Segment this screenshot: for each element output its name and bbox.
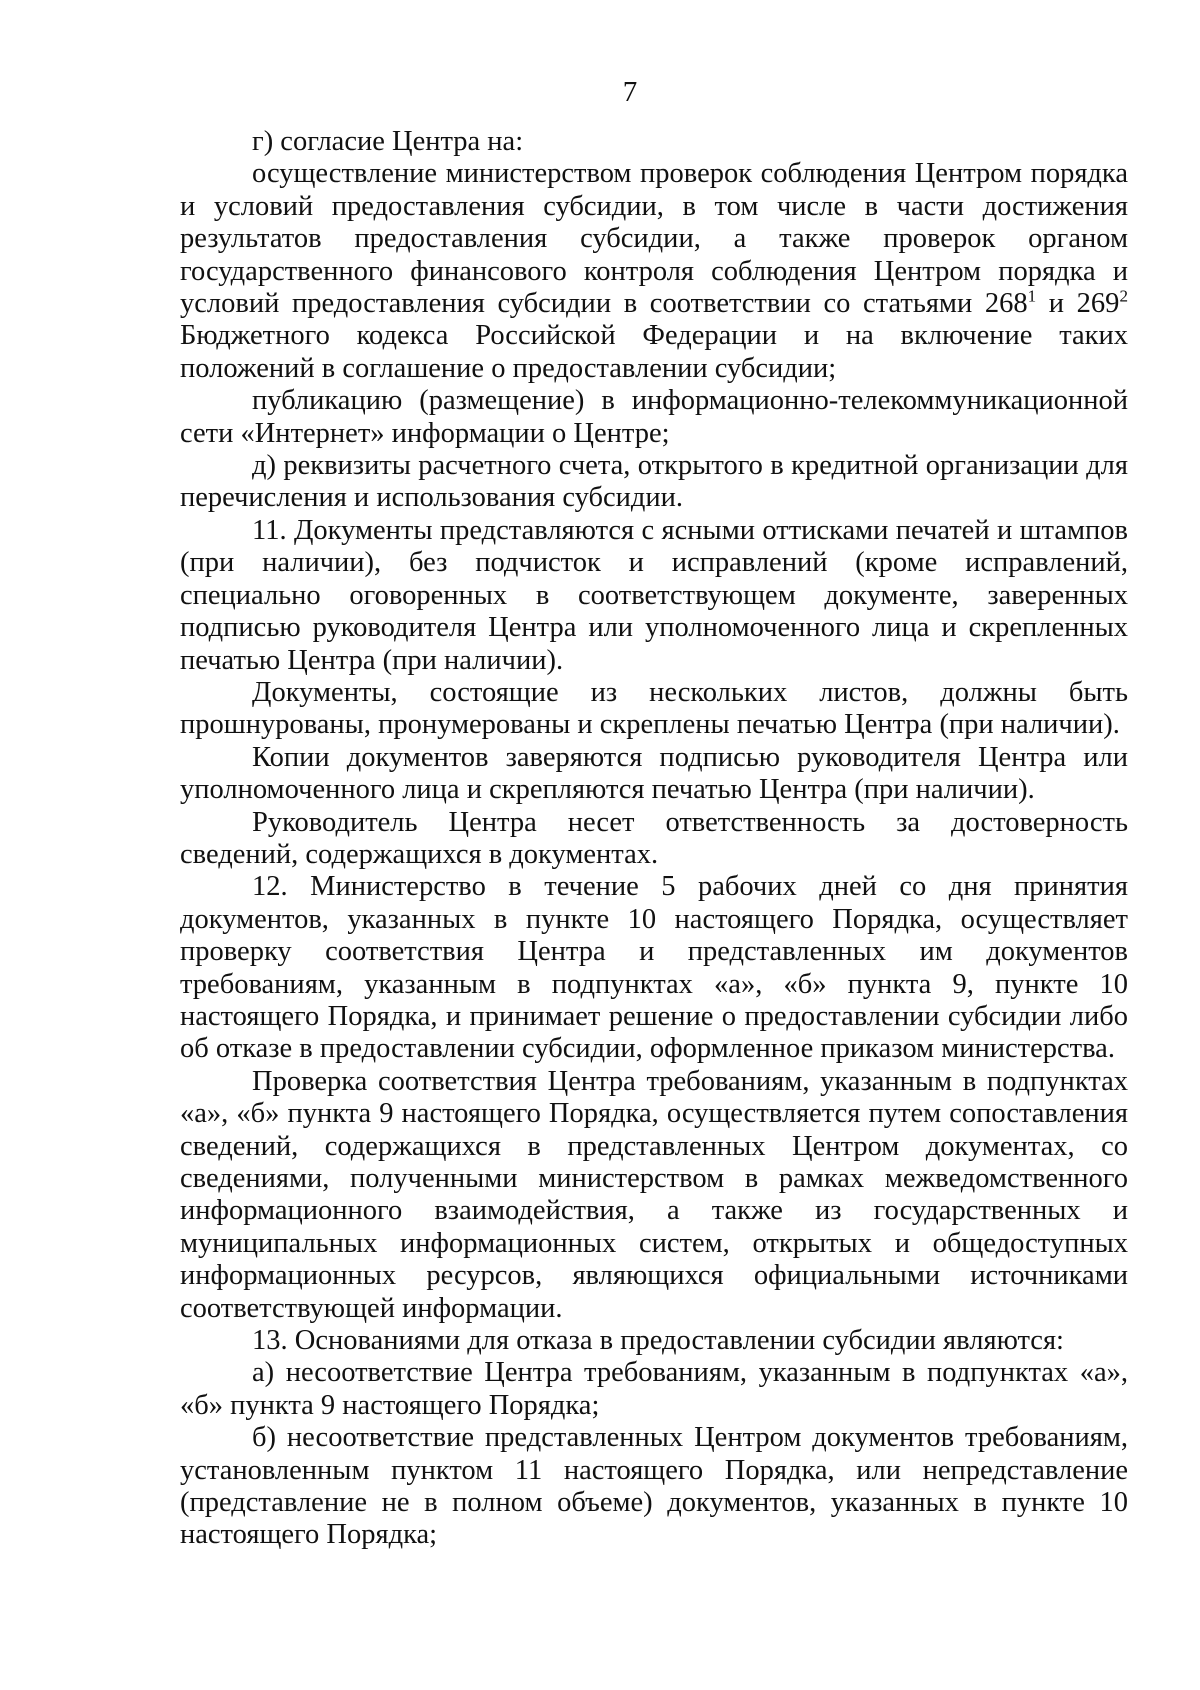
paragraph-publication-consent: публикацию (размещение) в информационно-телекоммуникационной сети «Интернет» информации о Центре;	[180, 385, 1128, 449]
paragraph-a-noncompliance: а) несоответствие Центра требованиям, указанным в подпунктах «а», «б» пункта 9 настоящего Порядка;	[180, 1357, 1128, 1421]
paragraph-compliance-check: Проверка соответствия Центра требованиям, указанным в подпунктах «а», «б» пункта 9 настоящего Порядка, осуществляется путем сопоставления сведений, содержащихся в представленных Центром документах, со сведениями, полученными министерством в рамках межведомственного информационного взаимодействия, а также из государственных и муниципальных информационных систем, открытых и общедоступных информационных ресурсов, являющихся официальными источниками соответствующей информации.	[180, 1065, 1128, 1324]
page-number: 7	[622, 76, 638, 108]
paragraph-g-consent: г) согласие Центра на:	[252, 126, 524, 157]
paragraph-document-copies: Копии документов заверяются подписью руководителя Центра или уполномоченного лица и скрепляются печатью Центра (при наличии).	[180, 741, 1128, 806]
paragraph-b-document-noncompliance: б) несоответствие представленных Центром документов требованиям, установленным пунктом 11 настоящего Порядка, или непредставление (представление не в полном объеме) документов, указанных в пункте 10 настоящего Порядка;	[180, 1422, 1128, 1551]
article-superscript-2: 2	[1119, 286, 1128, 306]
article-superscript-1: 1	[1027, 286, 1037, 306]
paragraph-inspection-consent	[180, 158, 1128, 385]
inspection-text-part2: и 269	[1036, 288, 1120, 320]
document-body	[180, 126, 1128, 1552]
paragraph-d-bank-details: д) реквизиты расчетного счета, открытого в кредитной организации для перечисления и использования субсидии.	[180, 450, 1128, 514]
paragraph-multi-sheet-documents: Документы, состоящие из нескольких листов, должны быть прошнурованы, пронумерованы и скреплены печатью Центра (при наличии).	[180, 676, 1128, 741]
paragraph-11-documents: 11. Документы представляются с ясными оттисками печатей и штампов (при наличии), без подчисток и исправлений (кроме исправлений, специально оговоренных в соответствующем документе, заверенных подписью руководителя Центра или уполномоченного лица и скрепленных печатью Центра (при наличии).	[180, 514, 1128, 676]
inspection-text-part1: осуществление министерством проверок соблюдения Центром порядка и условий предоставления субсидии, в том числе в части достижения результатов предоставления субсидии, а также проверок органом государственного финансового контроля соблюдения Центром порядка и условий предоставления субсидии в соответствии со статьями 268	[180, 158, 1128, 320]
paragraph-head-responsibility: Руководитель Центра несет ответственность за достоверность сведений, содержащихся в документах.	[180, 806, 1128, 870]
inspection-text-part3: Бюджетного кодекса Российской Федерации и на включение таких положений в соглашение о предоставлении субсидии;	[180, 320, 1128, 384]
paragraph-12-ministry-check: 12. Министерство в течение 5 рабочих дней со дня принятия документов, указанных в пункте 10 настоящего Порядка, осуществляет проверку соответствия Центра и представленных им документов требованиям, указанным в подпунктах «а», «б» пункта 9, пункте 10 настоящего Порядка, и принимает решение о предоставлении субсидии либо об отказе в предоставлении субсидии, оформленное приказом министерства.	[180, 871, 1128, 1065]
paragraph-13-refusal-grounds: 13. Основаниями для отказа в предоставлении субсидии являются:	[252, 1325, 1064, 1357]
